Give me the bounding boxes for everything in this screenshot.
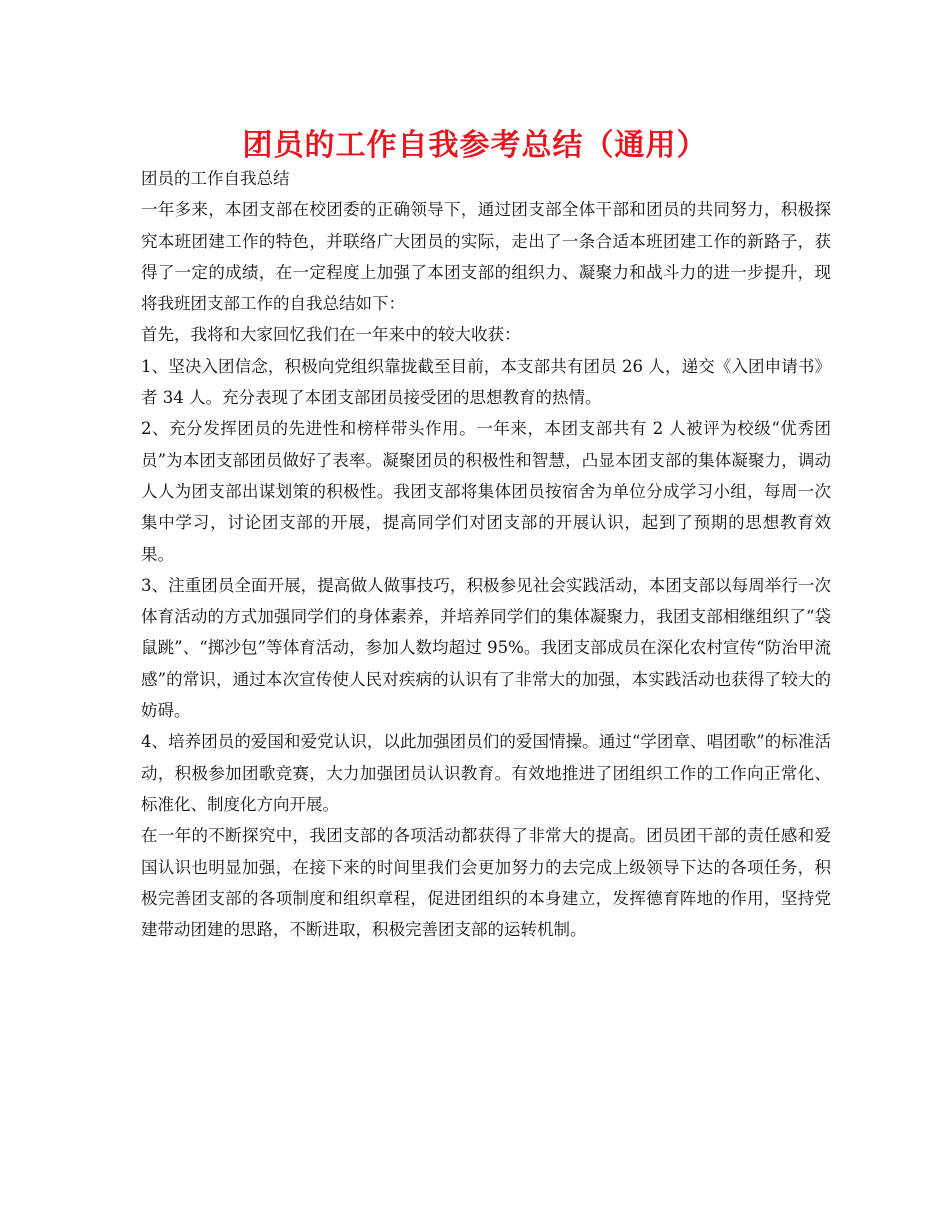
document-title: 团员的工作自我参考总结（通用） [242, 128, 708, 163]
document-body [141, 163, 831, 945]
item-1-paragraph: 1、坚决入团信念，积极向党组织靠拢截至目前，本支部共有团员 26 人，递交《入团申请书》者 34 人。充分表现了本团支部团员接受团的思想教育的热情。 [141, 356, 831, 408]
item-2-paragraph: 2、充分发挥团员的先进性和榜样带头作用。一年来，本团支部共有 2 人被评为校级“优秀团员”为本团支部团员做好了表率。凝聚团员的积极性和智慧，凸显本团支部的集体凝聚力，调动人人为团支部出谋划策的积极性。我团支部将集体团员按宿舍为单位分成学习小组，每周一次集中学习，讨论团支部的开展，提高同学们对团支部的开展认识，起到了预期的思想教育效果。 [141, 419, 831, 564]
item-4-paragraph: 4、培养团员的爱国和爱党认识，以此加强团员们的爱国情操。通过“学团章、唱团歌”的标准活动，积极参加团歌竞赛，大力加强团员认识教育。有效地推进了团组织工作的工作向正常化、标准化、制度化方向开展。 [141, 732, 831, 814]
intro-paragraph: 一年多来，本团支部在校团委的正确领导下，通过团支部全体干部和团员的共同努力，积极探究本班团建工作的特色，并联络广大团员的实际，走出了一条合适本班团建工作的新路子，获得了一定的成绩，在一定程度上加强了本团支部的组织力、凝聚力和战斗力的进一步提升，现将我班团支部工作的自我总结如下： [141, 200, 831, 314]
item-3-paragraph: 3、注重团员全面开展，提高做人做事技巧，积极参见社会实践活动，本团支部以每周举行一次体育活动的方式加强同学们的身体素养，并培养同学们的集体凝聚力，我团支部相继组织了“袋鼠跳”、“掷沙包”等体育活动，参加人数均超过 95%。我团支部成员在深化农村宣传“防治甲流感”的常识，通过本次宣传使人民对疾病的认识有了非常大的加强，本实践活动也获得了较大的妨碍。 [141, 575, 831, 721]
transition-paragraph: 首先，我将和大家回忆我们在一年来中的较大收获： [141, 325, 521, 345]
conclusion-paragraph: 在一年的不断探究中，我团支部的各项活动都获得了非常大的提高。团员团干部的责任感和爱国认识也明显加强，在接下来的时间里我们会更加努力的去完成上级领导下达的各项任务，积极完善团支部的各项制度和组织章程，促进团组织的本身建立，发挥德育阵地的作用，坚持党建带动团建的思路，不断进取，积极完善团支部的运转机制。 [141, 826, 831, 940]
subtitle-paragraph: 团员的工作自我总结 [141, 169, 290, 188]
